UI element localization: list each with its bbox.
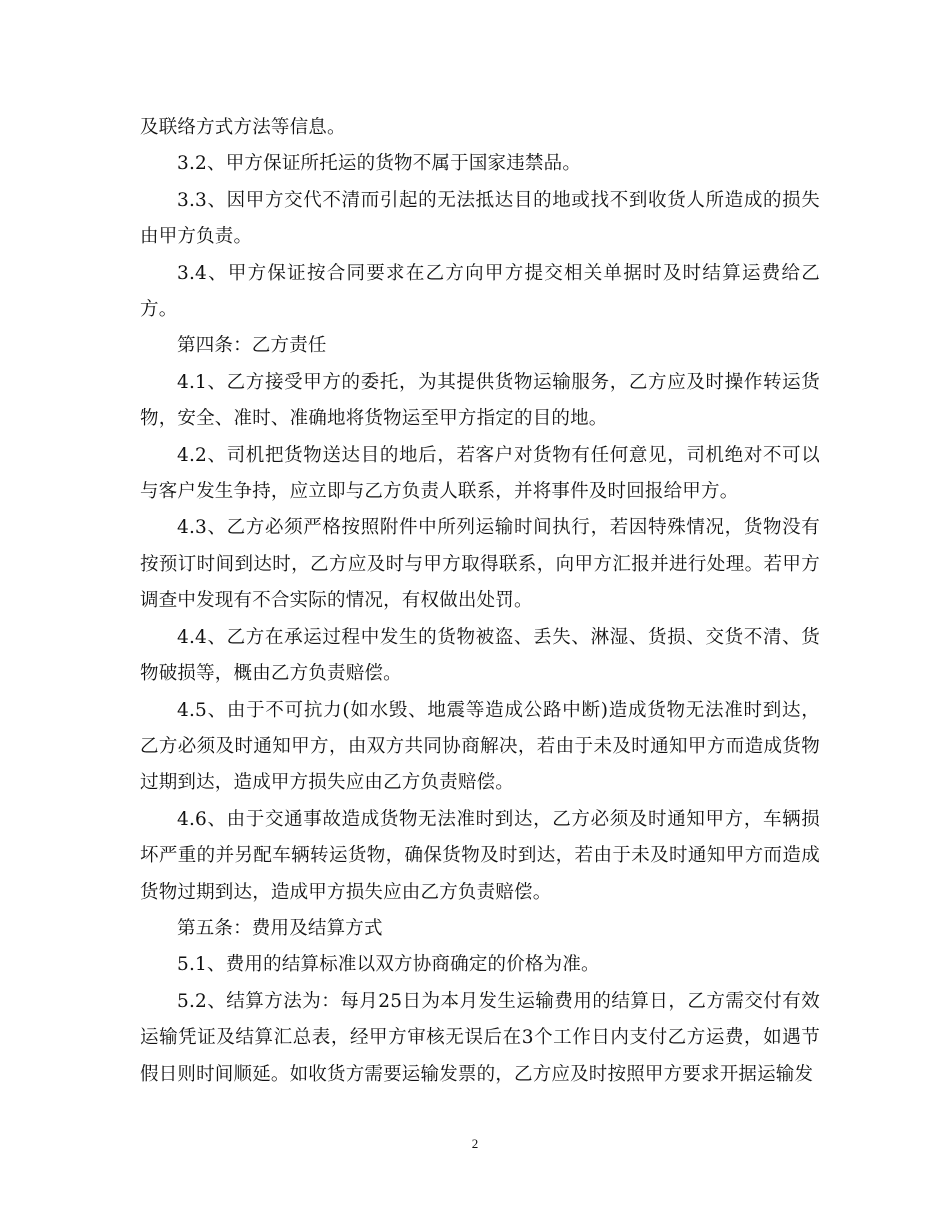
article-5-heading: 第五条：费用及结算方式 [177, 917, 383, 939]
clause-4-2: 4.2、司机把货物送达目的地后，若客户对货物有任何意见，司机绝对不可以与客户发生争持，应立即与乙方负责人联系，并将事件及时回报给甲方。 [140, 444, 820, 503]
clause-3-3: 3.3、因甲方交代不清而引起的无法抵达目的地或找不到收货人所造成的损失由甲方负责。 [140, 189, 820, 248]
page-number: 2 [471, 1136, 479, 1151]
clause-4-4: 4.4、乙方在承运过程中发生的货物被盗、丢失、淋湿、货损、交货不清、货物破损等，概由乙方负责赔偿。 [140, 626, 820, 685]
clause-3-4: 3.4、甲方保证按合同要求在乙方向甲方提交相关单据时及时结算运费给乙方。 [140, 262, 820, 321]
paragraph-continuation: 及联络方式方法等信息。 [140, 117, 346, 138]
clause-4-6: 4.6、由于交通事故造成货物无法准时到达，乙方必须及时通知甲方，车辆损坏严重的并另配车辆转运货物，确保货物及时到达，若由于未及时通知甲方而造成货物过期到达，造成甲方损失应由乙方负责赔偿。 [140, 808, 820, 903]
clause-4-3: 4.3、乙方必须严格按照附件中所列运输时间执行，若因特殊情况，货物没有按预订时间到达时，乙方应及时与甲方取得联系，向甲方汇报并进行处理。若甲方调查中发现有不合实际的情况，有权做出处罚。 [140, 517, 820, 612]
clause-3-2: 3.2、甲方保证所托运的货物不属于国家违禁品。 [177, 153, 582, 175]
article-4-heading: 第四条：乙方责任 [177, 335, 327, 357]
clause-5-1: 5.1、费用的结算标准以双方协商确定的价格为准。 [177, 954, 600, 976]
clause-4-5: 4.5、由于不可抗力(如水毁、地震等造成公路中断)造成货物无法准时到达，乙方必须及时通知甲方，由双方共同协商解决，若由于未及时通知甲方而造成货物过期到达，造成甲方损失应由乙方负责赔偿。 [140, 699, 820, 794]
clause-4-1: 4.1、乙方接受甲方的委托，为其提供货物运输服务，乙方应及时操作转运货物，安全、准时、准确地将货物运至甲方指定的目的地。 [140, 371, 820, 430]
clause-5-2: 5.2、结算方法为：每月25日为本月发生运输费用的结算日，乙方需交付有效运输凭证及结算汇总表，经甲方审核无误后在3个工作日内支付乙方运费，如遇节假日则时间顺延。如收货方需要运输发票的，乙方应及时按照甲方要求开据运输发 [140, 990, 820, 1085]
document-body [140, 110, 820, 1093]
